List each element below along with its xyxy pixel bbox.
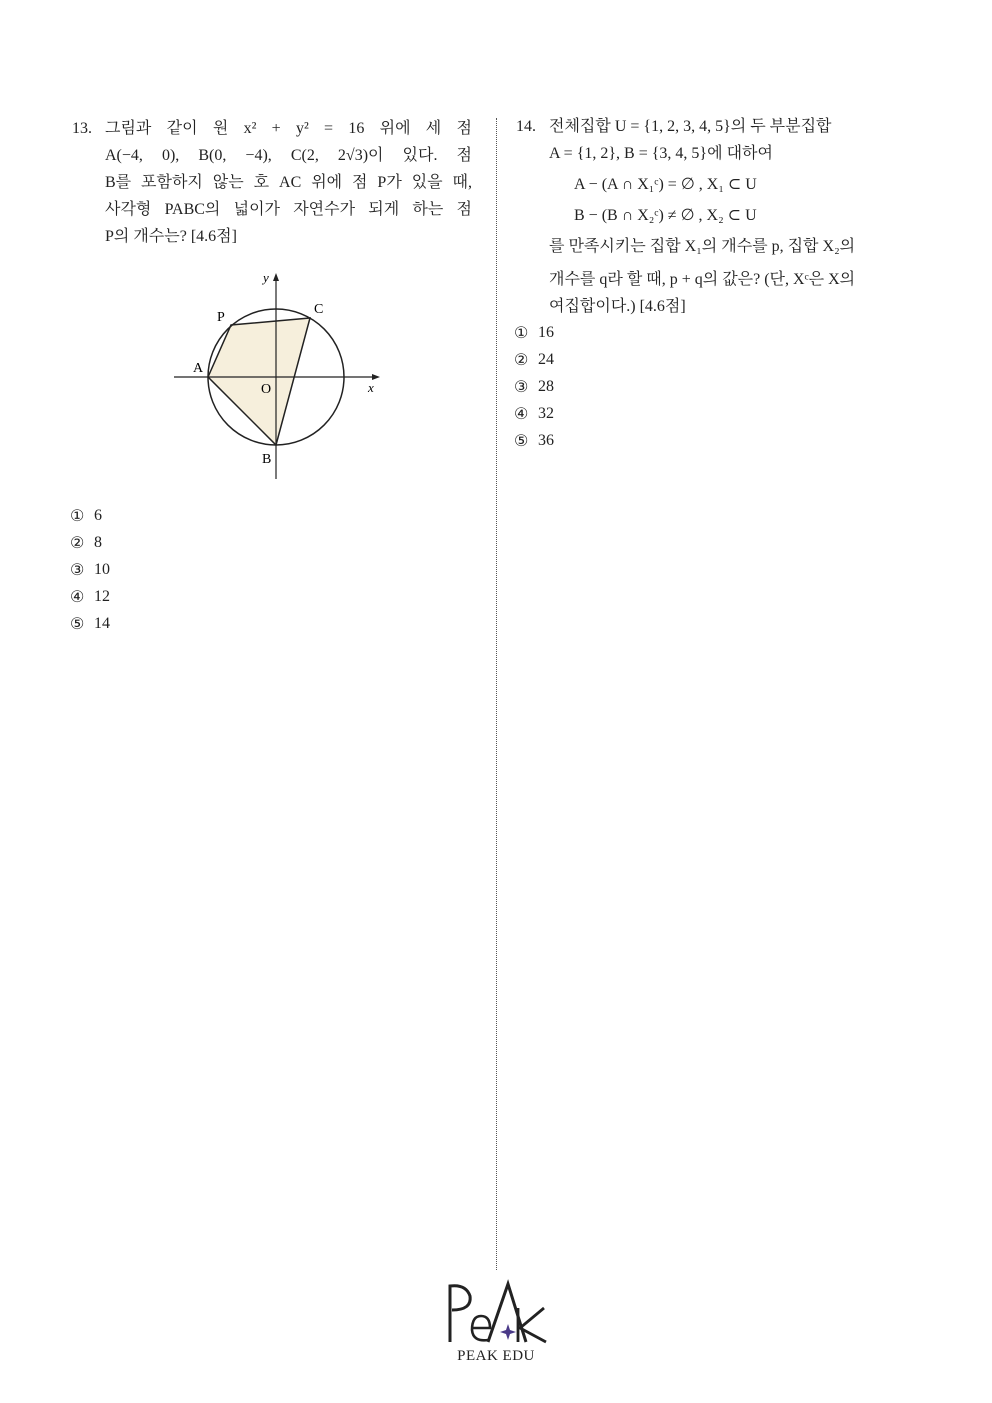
choice-1[interactable]	[70, 502, 110, 529]
choice-value: 12	[94, 587, 110, 605]
question-line: 개수를 q라 할 때, p + q의 값은? (단, Xᶜ은 X의	[549, 271, 856, 288]
choice-mark: ①	[70, 507, 85, 525]
peak-edu-logo	[436, 1278, 556, 1378]
question-line: P의 개수는? [4.6점]	[105, 228, 237, 245]
label-origin: O	[261, 382, 272, 397]
question-text	[105, 115, 472, 142]
choice-value: 24	[538, 350, 554, 368]
question-line: A = {1, 2}, B = {3, 4, 5}에 대하여	[549, 145, 773, 162]
label-x: x	[368, 380, 374, 395]
question-line: 여집합이다.) [4.6점]	[549, 298, 686, 315]
choice-mark: ③	[70, 561, 85, 579]
choice-mark: ④	[70, 588, 85, 606]
question-line: 사각형 PABC의 넓이가 자연수가 되게 하는 점	[105, 201, 472, 218]
label-y: y	[263, 270, 269, 285]
choice-mark: ②	[70, 534, 85, 552]
choice-value: 36	[538, 431, 554, 449]
label-a: A	[193, 361, 204, 376]
choice-5[interactable]	[70, 610, 110, 637]
question-14	[516, 113, 926, 320]
answer-choices-13	[70, 502, 110, 637]
choice-value: 16	[538, 323, 554, 341]
choice-3[interactable]	[70, 556, 110, 583]
logo-mark-icon	[436, 1278, 556, 1348]
choice-value: 8	[94, 533, 102, 551]
choice-mark: ①	[514, 324, 529, 342]
choice-value: 14	[94, 614, 110, 632]
question-line: A(−4, 0), B(0, −4), C(2, 2√3)이 있다. 점	[105, 147, 472, 164]
question-13	[72, 115, 472, 250]
label-p: P	[217, 310, 225, 325]
question-line: 전체집합 U = {1, 2, 3, 4, 5}의 두 부분집합	[549, 118, 832, 135]
question-number: 13.	[72, 120, 92, 137]
choice-value: 28	[538, 377, 554, 395]
label-c: C	[314, 302, 324, 317]
choice-mark: ⑤	[514, 432, 529, 450]
column-divider	[496, 118, 497, 1270]
choice-value: 10	[94, 560, 110, 578]
choice-value: 6	[94, 506, 102, 524]
choice-1[interactable]	[514, 319, 554, 346]
question-number: 14.	[516, 118, 536, 135]
question-line: 그림과 같이 원 x² + y² = 16 위에 세 점	[105, 120, 472, 137]
choice-2[interactable]	[514, 346, 554, 373]
choice-mark: ③	[514, 378, 529, 396]
quadrilateral-pabc	[208, 318, 310, 445]
choice-value: 32	[538, 404, 554, 422]
choice-3[interactable]	[514, 373, 554, 400]
choice-5[interactable]	[514, 427, 554, 454]
choice-mark: ⑤	[70, 615, 85, 633]
logo-text: PEAK EDU	[457, 1348, 535, 1364]
choice-mark: ④	[514, 405, 529, 423]
label-b: B	[262, 452, 272, 467]
circle-figure	[170, 266, 390, 486]
choice-4[interactable]	[514, 400, 554, 427]
condition-line-1: A − (A ∩ X₁ᶜ) = ∅ , X₁ ⊂ U	[574, 176, 757, 193]
choice-mark: ②	[514, 351, 529, 369]
question-line: B를 포함하지 않는 호 AC 위에 점 P가 있을 때,	[105, 174, 472, 191]
y-axis-arrow-icon	[273, 273, 279, 281]
question-line: 를 만족시키는 집합 X₁의 개수를 p, 집합 X₂의	[549, 238, 856, 255]
question-text-continued	[72, 142, 472, 250]
choice-4[interactable]	[70, 583, 110, 610]
choice-2[interactable]	[70, 529, 110, 556]
answer-choices-14	[514, 319, 554, 454]
condition-line-2: B − (B ∩ X₂ᶜ) ≠ ∅ , X₂ ⊂ U	[574, 207, 757, 224]
